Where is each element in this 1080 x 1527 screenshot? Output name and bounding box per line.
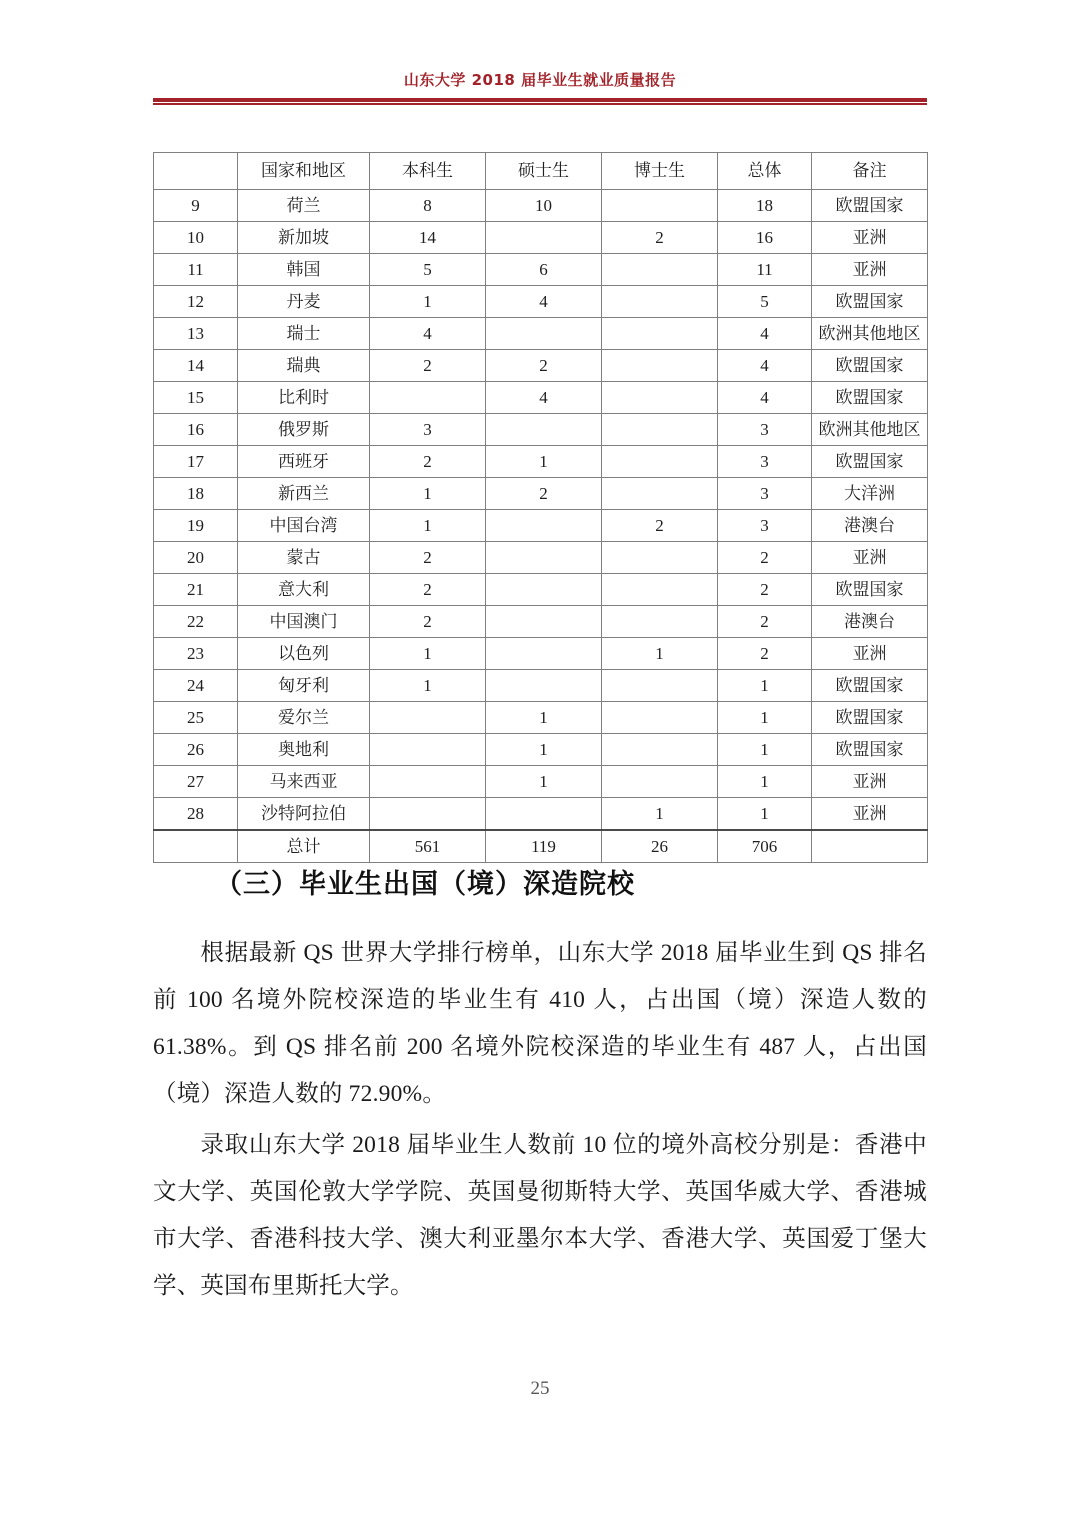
- cell-doctor: [602, 574, 718, 606]
- table-row: [154, 382, 928, 414]
- cell-master: 1: [486, 766, 602, 798]
- cell-doctor: [602, 286, 718, 318]
- cell-index: 15: [154, 382, 238, 414]
- table-body: [154, 190, 928, 863]
- cell-region: 丹麦: [238, 286, 370, 318]
- cell-master: 4: [486, 382, 602, 414]
- cell-bachelor: [370, 702, 486, 734]
- cell-master: 119: [486, 830, 602, 863]
- cell-doctor: [602, 702, 718, 734]
- cell-bachelor: 1: [370, 478, 486, 510]
- cell-doctor: [602, 254, 718, 286]
- cell-bachelor: 1: [370, 510, 486, 542]
- cell-doctor: 1: [602, 798, 718, 831]
- cell-index: 20: [154, 542, 238, 574]
- cell-master: 1: [486, 446, 602, 478]
- cell-region: 新西兰: [238, 478, 370, 510]
- cell-bachelor: 561: [370, 830, 486, 863]
- cell-note: 港澳台: [812, 606, 928, 638]
- cell-region: 爱尔兰: [238, 702, 370, 734]
- table-row: [154, 222, 928, 254]
- table-row: [154, 766, 928, 798]
- cell-note: 欧洲其他地区: [812, 318, 928, 350]
- cell-total: 1: [718, 766, 812, 798]
- cell-total: 1: [718, 670, 812, 702]
- cell-index: 21: [154, 574, 238, 606]
- cell-master: 10: [486, 190, 602, 222]
- cell-region: 意大利: [238, 574, 370, 606]
- cell-total: 2: [718, 542, 812, 574]
- cell-region: 以色列: [238, 638, 370, 670]
- cell-total: 4: [718, 350, 812, 382]
- cell-region: 马来西亚: [238, 766, 370, 798]
- cell-doctor: [602, 606, 718, 638]
- cell-region: 瑞士: [238, 318, 370, 350]
- cell-region: 瑞典: [238, 350, 370, 382]
- cell-note: [812, 830, 928, 863]
- cell-region: 总计: [238, 830, 370, 863]
- col-header-index: [154, 153, 238, 190]
- cell-doctor: 26: [602, 830, 718, 863]
- cell-bachelor: 5: [370, 254, 486, 286]
- cell-note: 亚洲: [812, 222, 928, 254]
- header-rule-thick: [153, 98, 927, 102]
- cell-bachelor: 2: [370, 542, 486, 574]
- cell-note: 亚洲: [812, 766, 928, 798]
- cell-total: 1: [718, 734, 812, 766]
- cell-total: 2: [718, 638, 812, 670]
- cell-region: 匈牙利: [238, 670, 370, 702]
- cell-total: 706: [718, 830, 812, 863]
- cell-index: 22: [154, 606, 238, 638]
- table-row: [154, 350, 928, 382]
- cell-master: 1: [486, 734, 602, 766]
- table-row: [154, 478, 928, 510]
- cell-index: 10: [154, 222, 238, 254]
- data-table: [153, 152, 928, 863]
- cell-index: 17: [154, 446, 238, 478]
- cell-total: 3: [718, 414, 812, 446]
- cell-index: 24: [154, 670, 238, 702]
- cell-master: [486, 670, 602, 702]
- table-row: [154, 414, 928, 446]
- cell-bachelor: 1: [370, 638, 486, 670]
- cell-region: 比利时: [238, 382, 370, 414]
- cell-region: 荷兰: [238, 190, 370, 222]
- cell-region: 蒙古: [238, 542, 370, 574]
- table-header: [154, 153, 928, 190]
- cell-region: 中国台湾: [238, 510, 370, 542]
- cell-total: 1: [718, 798, 812, 831]
- cell-master: [486, 574, 602, 606]
- cell-total: 11: [718, 254, 812, 286]
- cell-master: 1: [486, 702, 602, 734]
- cell-note: 欧盟国家: [812, 286, 928, 318]
- paragraph-qs-ranking: [153, 930, 927, 1118]
- cell-master: 6: [486, 254, 602, 286]
- table-row: [154, 446, 928, 478]
- cell-total: 5: [718, 286, 812, 318]
- cell-region: 韩国: [238, 254, 370, 286]
- cell-region: 中国澳门: [238, 606, 370, 638]
- cell-note: 欧盟国家: [812, 446, 928, 478]
- cell-total: 18: [718, 190, 812, 222]
- cell-doctor: [602, 350, 718, 382]
- table-row: [154, 510, 928, 542]
- cell-region: 沙特阿拉伯: [238, 798, 370, 831]
- cell-note: 亚洲: [812, 798, 928, 831]
- cell-index: 26: [154, 734, 238, 766]
- cell-master: 4: [486, 286, 602, 318]
- cell-note: 欧盟国家: [812, 702, 928, 734]
- cell-doctor: [602, 478, 718, 510]
- cell-region: 新加坡: [238, 222, 370, 254]
- cell-doctor: 2: [602, 510, 718, 542]
- header-rule: [153, 98, 927, 105]
- cell-index: 25: [154, 702, 238, 734]
- cell-bachelor: 2: [370, 574, 486, 606]
- cell-master: [486, 318, 602, 350]
- cell-note: 港澳台: [812, 510, 928, 542]
- cell-index: 16: [154, 414, 238, 446]
- header-rule-thin: [153, 103, 927, 105]
- col-header-note: 备注: [812, 153, 928, 190]
- cell-index: 11: [154, 254, 238, 286]
- cell-bachelor: [370, 798, 486, 831]
- cell-doctor: [602, 318, 718, 350]
- cell-bachelor: 2: [370, 350, 486, 382]
- cell-note: 亚洲: [812, 638, 928, 670]
- page-number: 25: [530, 1378, 550, 1399]
- study-abroad-country-table: [153, 152, 927, 863]
- cell-bachelor: [370, 382, 486, 414]
- cell-master: [486, 638, 602, 670]
- cell-bachelor: 3: [370, 414, 486, 446]
- cell-doctor: [602, 190, 718, 222]
- table-row: [154, 606, 928, 638]
- cell-note: 欧盟国家: [812, 734, 928, 766]
- cell-master: [486, 510, 602, 542]
- cell-total: 3: [718, 478, 812, 510]
- cell-bachelor: [370, 766, 486, 798]
- cell-bachelor: 2: [370, 446, 486, 478]
- running-header: [153, 70, 927, 90]
- table-row: [154, 286, 928, 318]
- cell-note: 欧洲其他地区: [812, 414, 928, 446]
- cell-total: 2: [718, 606, 812, 638]
- cell-doctor: [602, 542, 718, 574]
- cell-total: 4: [718, 382, 812, 414]
- table-header-row: [154, 153, 928, 190]
- paragraph-top-universities: [153, 1122, 927, 1310]
- table-row: [154, 702, 928, 734]
- section-heading: （三）毕业生出国（境）深造院校: [215, 869, 635, 899]
- cell-index: 18: [154, 478, 238, 510]
- cell-doctor: 2: [602, 222, 718, 254]
- cell-note: 亚洲: [812, 254, 928, 286]
- cell-index: 14: [154, 350, 238, 382]
- cell-bachelor: 4: [370, 318, 486, 350]
- cell-total: 3: [718, 446, 812, 478]
- cell-doctor: [602, 670, 718, 702]
- table-row: [154, 254, 928, 286]
- cell-index: 12: [154, 286, 238, 318]
- cell-total: 2: [718, 574, 812, 606]
- cell-bachelor: 14: [370, 222, 486, 254]
- cell-note: 欧盟国家: [812, 190, 928, 222]
- cell-bachelor: 1: [370, 286, 486, 318]
- table-row: [154, 574, 928, 606]
- cell-bachelor: 2: [370, 606, 486, 638]
- cell-index: 19: [154, 510, 238, 542]
- col-header-doctor: 博士生: [602, 153, 718, 190]
- cell-total: 1: [718, 702, 812, 734]
- cell-total: 4: [718, 318, 812, 350]
- table-row: [154, 734, 928, 766]
- cell-index: 13: [154, 318, 238, 350]
- cell-master: 2: [486, 478, 602, 510]
- cell-index: 9: [154, 190, 238, 222]
- col-header-region: 国家和地区: [238, 153, 370, 190]
- cell-region: 奥地利: [238, 734, 370, 766]
- cell-bachelor: [370, 734, 486, 766]
- cell-note: 亚洲: [812, 542, 928, 574]
- cell-index: [154, 830, 238, 863]
- running-header-title: 山东大学 2018 届毕业生就业质量报告: [403, 71, 677, 89]
- cell-note: 欧盟国家: [812, 382, 928, 414]
- table-row: [154, 670, 928, 702]
- paragraph-text: 录取山东大学 2018 届毕业生人数前 10 位的境外高校分别是：香港中文大学、英国伦敦大学学院、英国曼彻斯特大学、英国华威大学、香港城市大学、香港科技大学、澳大利亚墨尔本大学、香港大学、英国爱丁堡大学、英国布里斯托大学。: [153, 1132, 927, 1299]
- cell-master: [486, 798, 602, 831]
- cell-doctor: 1: [602, 638, 718, 670]
- cell-doctor: [602, 414, 718, 446]
- cell-bachelor: 1: [370, 670, 486, 702]
- col-header-total: 总体: [718, 153, 812, 190]
- cell-doctor: [602, 734, 718, 766]
- cell-note: 大洋洲: [812, 478, 928, 510]
- cell-master: [486, 606, 602, 638]
- cell-note: 欧盟国家: [812, 670, 928, 702]
- cell-note: 欧盟国家: [812, 574, 928, 606]
- cell-region: 俄罗斯: [238, 414, 370, 446]
- cell-doctor: [602, 766, 718, 798]
- table-row: [154, 798, 928, 831]
- col-header-master: 硕士生: [486, 153, 602, 190]
- cell-master: [486, 414, 602, 446]
- cell-bachelor: 8: [370, 190, 486, 222]
- table-row: [154, 542, 928, 574]
- cell-note: 欧盟国家: [812, 350, 928, 382]
- cell-index: 28: [154, 798, 238, 831]
- cell-master: 2: [486, 350, 602, 382]
- cell-master: [486, 542, 602, 574]
- cell-index: 27: [154, 766, 238, 798]
- cell-doctor: [602, 446, 718, 478]
- cell-index: 23: [154, 638, 238, 670]
- cell-region: 西班牙: [238, 446, 370, 478]
- cell-doctor: [602, 382, 718, 414]
- table-row: [154, 638, 928, 670]
- table-total-row: [154, 830, 928, 863]
- cell-total: 3: [718, 510, 812, 542]
- cell-total: 16: [718, 222, 812, 254]
- cell-master: [486, 222, 602, 254]
- table-row: [154, 190, 928, 222]
- paragraph-text: 根据最新 QS 世界大学排行榜单，山东大学 2018 届毕业生到 QS 排名前 100 名境外院校深造的毕业生有 410 人，占出国（境）深造人数的 61.38%。到 QS 排名前 200 名境外院校深造的毕业生有 487 人，占出国（境）深造人数的 72.90%。: [153, 940, 927, 1107]
- col-header-bachelor: 本科生: [370, 153, 486, 190]
- table-row: [154, 318, 928, 350]
